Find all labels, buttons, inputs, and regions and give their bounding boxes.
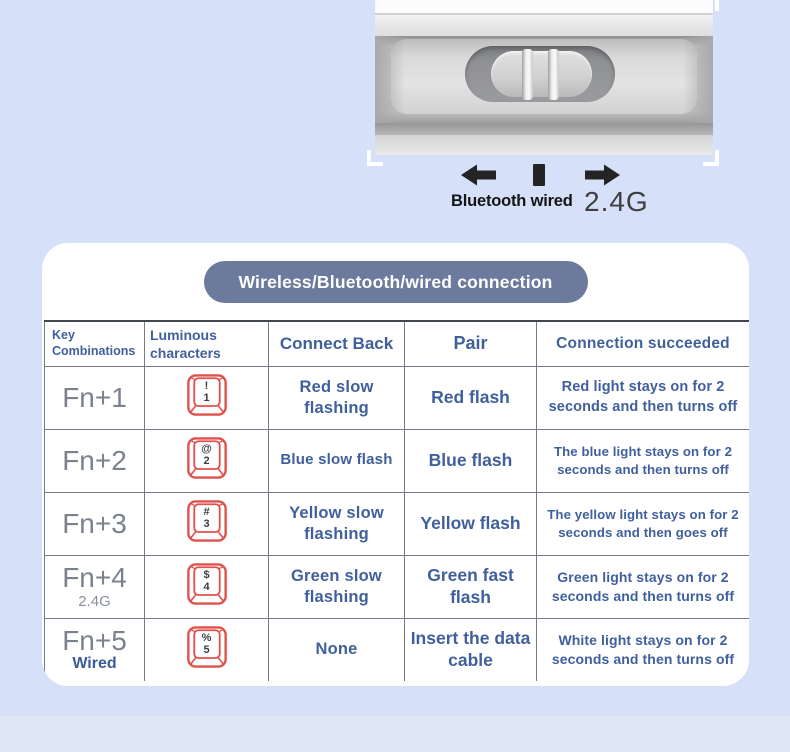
recess-shade-left — [375, 36, 405, 123]
keycap-icon: # 3 — [187, 500, 227, 542]
table-row-fn5 — [45, 618, 750, 681]
connection-succeeded-cell: White light stays on for 2 seconds and then turns off — [551, 631, 735, 667]
device-upper-band — [375, 15, 713, 36]
keycap-icon: % 5 — [187, 626, 227, 668]
connection-succeeded-cell: The blue light stays on for 2 seconds and then turns off — [537, 429, 750, 492]
luminous-cell — [145, 618, 269, 681]
header-connection-succeeded: Connection succeeded — [537, 321, 750, 366]
keycap-icon: $ 4 — [187, 563, 227, 605]
luminous-cell — [145, 555, 269, 618]
header-luminous-characters: Luminous characters — [145, 321, 269, 366]
luminous-cell — [145, 366, 269, 429]
header-connect-back: Connect Back — [269, 321, 405, 366]
connect-back-cell: Green slow flashing — [269, 555, 405, 618]
pair-cell: Red flash — [405, 366, 537, 429]
keycap-icon: ! 1 — [187, 374, 227, 416]
key-combo-cell: Fn+3 — [45, 492, 145, 555]
table-header-row — [45, 321, 750, 366]
connection-succeeded-cell: The yellow light stays on for 2 seconds and then goes off — [537, 492, 750, 555]
connection-succeeded-cell: Green light stays on for 2 seconds and then turns off — [537, 555, 750, 618]
bluetooth-wired-label: Bluetooth wired — [451, 192, 573, 210]
device-lower-edge — [375, 123, 713, 135]
recess-shade-right — [683, 36, 713, 123]
key-combo-cell: Fn+1 — [45, 366, 145, 429]
table-row-fn1 — [45, 366, 750, 429]
connect-back-cell: Blue slow flash — [269, 429, 405, 492]
keycap-icon: @ 2 — [187, 437, 227, 479]
switch-slider-knob — [491, 51, 592, 97]
pair-cell: Blue flash — [405, 429, 537, 492]
key-combo-cell: Fn+5 Wired — [45, 618, 145, 681]
connection-succeeded-cell: Red light stays on for 2 seconds and then turns off — [537, 366, 750, 429]
header-pair: Pair — [405, 321, 537, 366]
background-bottom-band — [0, 716, 790, 752]
connection-card — [42, 243, 749, 686]
pair-cell: Yellow flash — [405, 492, 537, 555]
connect-back-cell: None — [269, 618, 405, 681]
table-row-fn2 — [45, 429, 750, 492]
slider-ridge — [522, 49, 533, 100]
crop-mark-bottom-right — [703, 150, 719, 166]
card-title-pill: Wireless/Bluetooth/wired connection — [204, 261, 588, 303]
table-row-fn3 — [45, 492, 750, 555]
left-arrow-icon — [461, 164, 496, 186]
mode-switch-photo — [375, 0, 713, 155]
device-bottom-band — [375, 135, 713, 155]
switch-recess — [375, 36, 713, 123]
table-row-fn4 — [45, 555, 750, 618]
luminous-cell — [145, 429, 269, 492]
connection-table — [44, 320, 749, 681]
middle-position-icon — [533, 164, 545, 186]
right-arrow-icon — [585, 164, 620, 186]
crop-mark-bottom-left — [367, 150, 383, 166]
key-combo-cell: Fn+2 — [45, 429, 145, 492]
luminous-cell — [145, 492, 269, 555]
key-combo-cell: Fn+4 2.4G — [45, 555, 145, 618]
connect-back-cell: Yellow slow flashing — [269, 492, 405, 555]
device-top-edge — [375, 0, 713, 15]
connect-back-cell: Red slow flashing — [269, 366, 405, 429]
slider-ridge — [548, 49, 559, 100]
24g-label: 2.4G — [584, 186, 649, 217]
pair-cell: Green fast flash — [405, 555, 537, 618]
pair-cell: Insert the data cable — [405, 618, 537, 681]
switch-slot — [465, 46, 615, 102]
header-key-combinations: Key Combinations — [45, 321, 145, 366]
crop-mark-top-right — [703, 0, 719, 11]
